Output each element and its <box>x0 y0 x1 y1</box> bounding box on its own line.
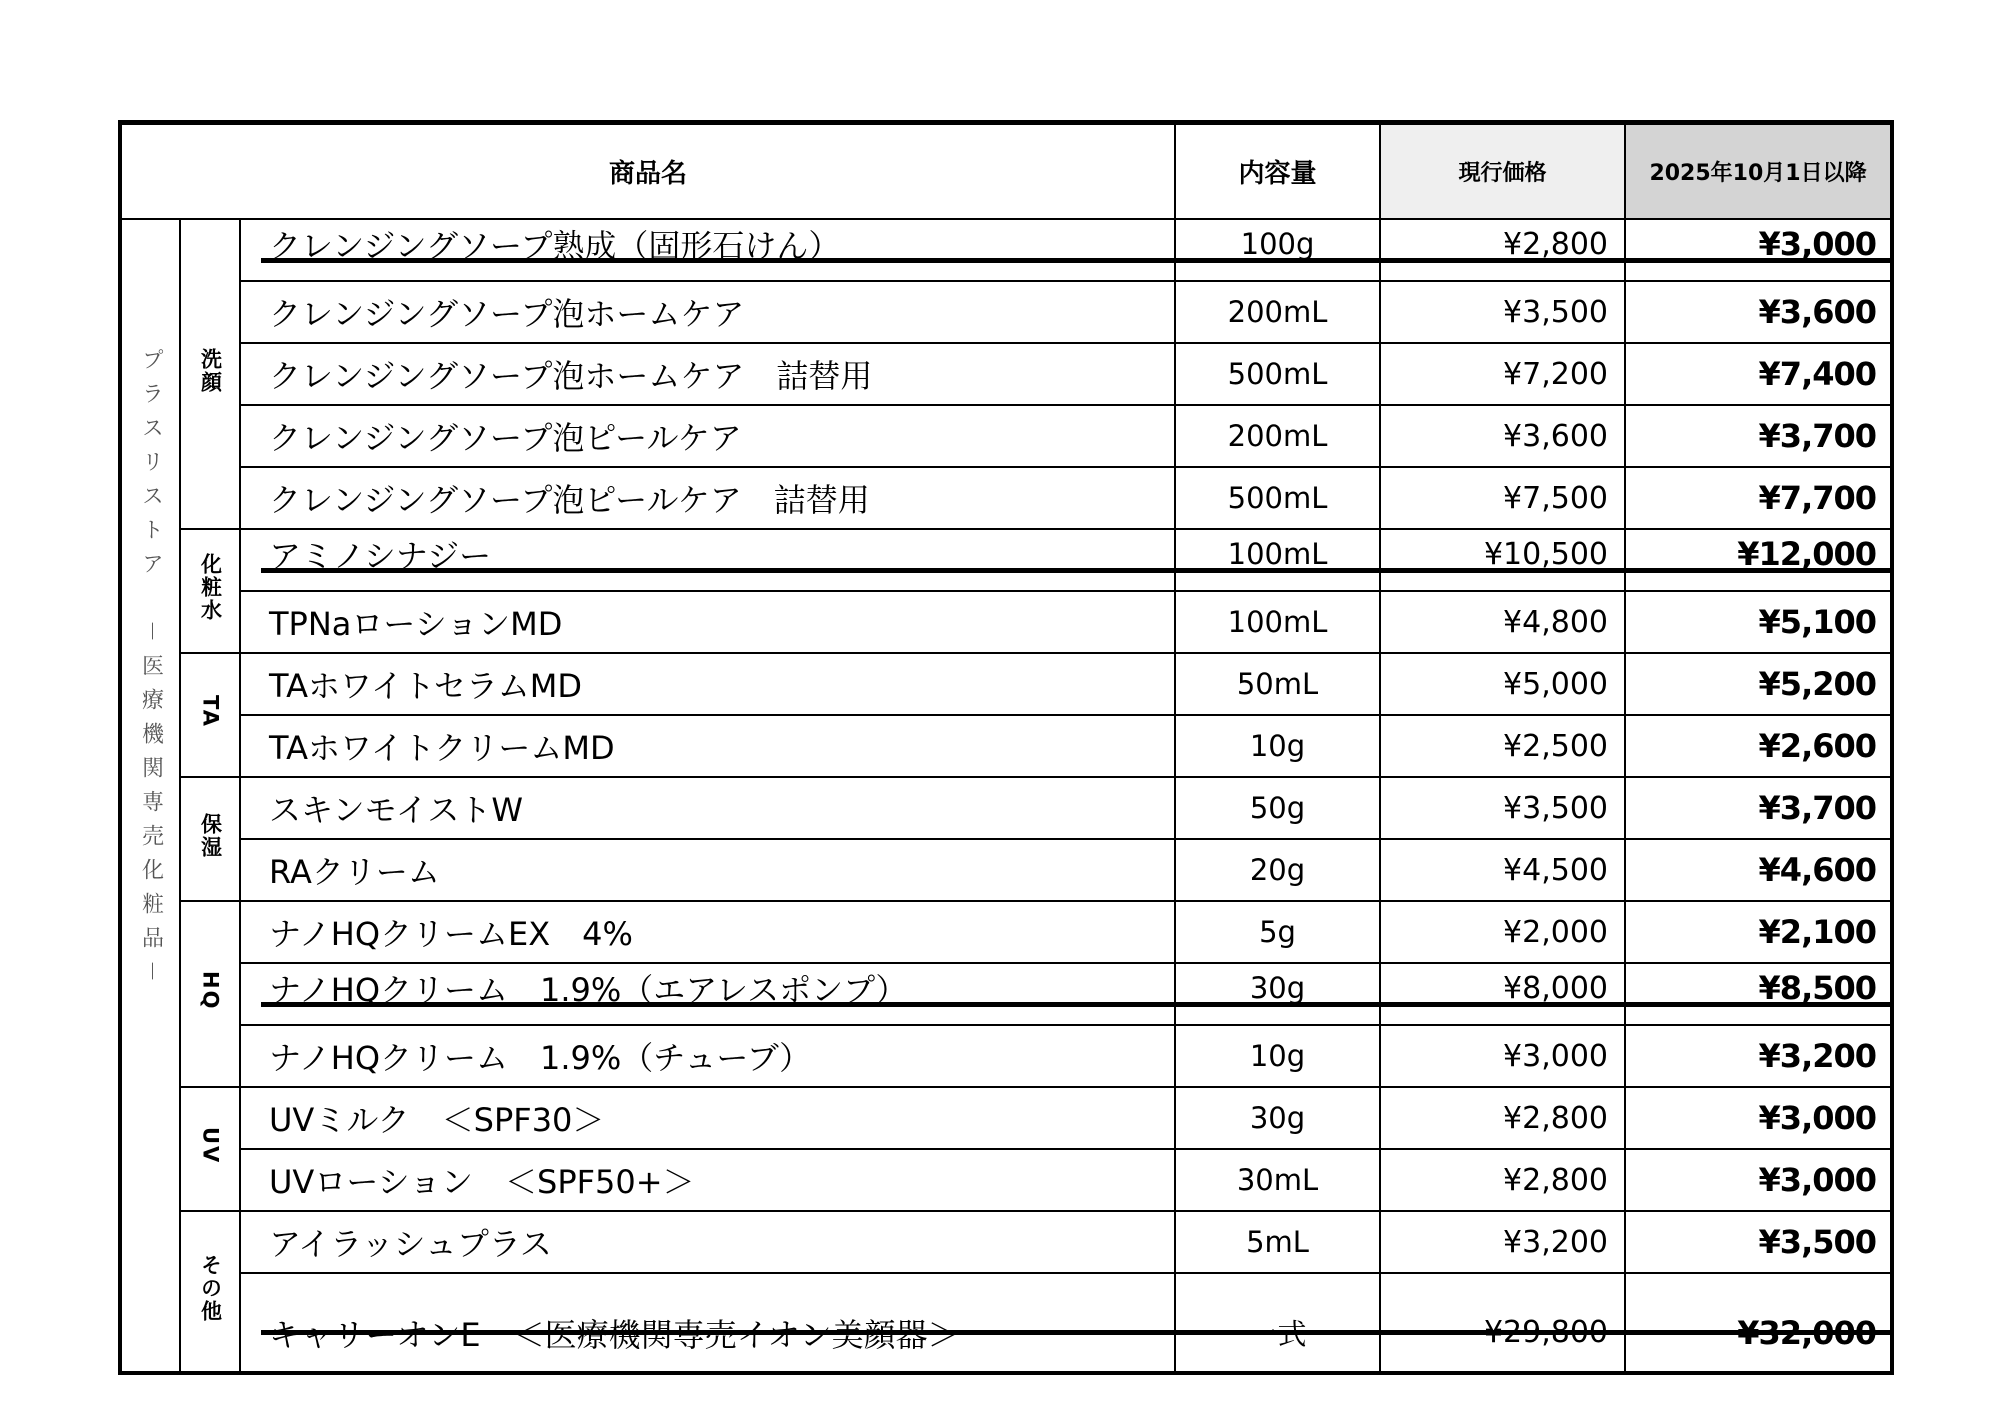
header-product-name: 商品名 <box>120 123 1175 220</box>
table-row <box>120 529 1892 591</box>
new-price: ¥2,100 <box>1625 901 1892 963</box>
current-price: ¥3,600 <box>1380 405 1625 467</box>
category-other: その他 <box>180 1211 240 1373</box>
product-size: 5g <box>1175 901 1380 963</box>
price-table <box>118 120 1894 1375</box>
new-price: ¥7,700 <box>1625 467 1892 529</box>
product-size: 一式 <box>1175 1273 1380 1373</box>
table-row <box>120 467 1892 529</box>
table-row <box>120 1087 1892 1149</box>
product-name: TAホワイトセラムMD <box>240 653 1175 715</box>
current-price: ¥3,500 <box>1380 281 1625 343</box>
product-name: キャリーオンE ＜医療機関専売イオン美顔器＞ <box>240 1273 1175 1373</box>
table-row <box>120 839 1892 901</box>
header-new-price: 2025年10月1日以降 <box>1625 123 1892 220</box>
current-price: ¥3,500 <box>1380 777 1625 839</box>
product-size: 100g <box>1175 219 1380 281</box>
new-price: ¥3,000 <box>1625 1087 1892 1149</box>
new-price: ¥3,000 <box>1625 219 1892 281</box>
table-row <box>120 653 1892 715</box>
table-row <box>120 591 1892 653</box>
product-name: クレンジングソープ泡ホームケア 詰替用 <box>240 343 1175 405</box>
table-row <box>120 281 1892 343</box>
current-price: ¥2,000 <box>1380 901 1625 963</box>
product-name: クレンジングソープ熟成（固形石けん） <box>240 219 1175 281</box>
current-price: ¥7,500 <box>1380 467 1625 529</box>
product-name: UVローション ＜SPF50+＞ <box>240 1149 1175 1211</box>
product-size: 10g <box>1175 1025 1380 1087</box>
table-row <box>120 1273 1892 1373</box>
new-price: ¥32,000 <box>1625 1273 1892 1373</box>
table-row <box>120 219 1892 281</box>
new-price: ¥3,200 <box>1625 1025 1892 1087</box>
product-name: クレンジングソープ泡ピールケア <box>240 405 1175 467</box>
new-price: ¥3,700 <box>1625 405 1892 467</box>
current-price: ¥3,000 <box>1380 1025 1625 1087</box>
new-price: ¥3,600 <box>1625 281 1892 343</box>
product-size: 30g <box>1175 963 1380 1025</box>
category-face-wash: 洗顔 <box>180 219 240 529</box>
product-size: 10g <box>1175 715 1380 777</box>
header-current-price: 現行価格 <box>1380 123 1625 220</box>
new-price: ¥3,700 <box>1625 777 1892 839</box>
current-price: ¥5,000 <box>1380 653 1625 715</box>
product-name: アミノシナジー <box>240 529 1175 591</box>
product-name: ナノHQクリームEX 4% <box>240 901 1175 963</box>
product-name: TPNaローションMD <box>240 591 1175 653</box>
category-hq: HQ <box>180 901 240 1087</box>
product-size: 100mL <box>1175 591 1380 653</box>
table-row <box>120 405 1892 467</box>
product-name: ナノHQクリーム 1.9%（エアレスポンプ） <box>240 963 1175 1025</box>
new-price: ¥7,400 <box>1625 343 1892 405</box>
product-size: 100mL <box>1175 529 1380 591</box>
product-size: 30mL <box>1175 1149 1380 1211</box>
product-name: スキンモイストW <box>240 777 1175 839</box>
new-price: ¥12,000 <box>1625 529 1892 591</box>
table-row <box>120 901 1892 963</box>
brand-group-label: プラスリストア －医療機関専売化粧品－ <box>120 219 180 1373</box>
current-price: ¥4,500 <box>1380 839 1625 901</box>
product-size: 30g <box>1175 1087 1380 1149</box>
category-moisture: 保湿 <box>180 777 240 901</box>
current-price: ¥10,500 <box>1380 529 1625 591</box>
new-price: ¥5,200 <box>1625 653 1892 715</box>
product-size: 20g <box>1175 839 1380 901</box>
new-price: ¥2,600 <box>1625 715 1892 777</box>
current-price: ¥29,800 <box>1380 1273 1625 1373</box>
category-uv: UV <box>180 1087 240 1211</box>
table-row <box>120 1149 1892 1211</box>
header-size: 内容量 <box>1175 123 1380 220</box>
current-price: ¥2,800 <box>1380 1087 1625 1149</box>
current-price: ¥3,200 <box>1380 1211 1625 1273</box>
table-row <box>120 1025 1892 1087</box>
category-lotion: 化粧水 <box>180 529 240 653</box>
new-price: ¥3,000 <box>1625 1149 1892 1211</box>
product-name: アイラッシュプラス <box>240 1211 1175 1273</box>
table-row <box>120 1211 1892 1273</box>
header-row <box>120 123 1892 220</box>
product-name: クレンジングソープ泡ホームケア <box>240 281 1175 343</box>
current-price: ¥2,500 <box>1380 715 1625 777</box>
current-price: ¥2,800 <box>1380 1149 1625 1211</box>
new-price: ¥3,500 <box>1625 1211 1892 1273</box>
product-size: 200mL <box>1175 405 1380 467</box>
new-price: ¥4,600 <box>1625 839 1892 901</box>
product-size: 500mL <box>1175 467 1380 529</box>
product-size: 500mL <box>1175 343 1380 405</box>
current-price: ¥8,000 <box>1380 963 1625 1025</box>
table-row <box>120 963 1892 1025</box>
table-row <box>120 715 1892 777</box>
new-price: ¥8,500 <box>1625 963 1892 1025</box>
product-name: クレンジングソープ泡ピールケア 詰替用 <box>240 467 1175 529</box>
category-ta: TA <box>180 653 240 777</box>
table-row <box>120 343 1892 405</box>
product-size: 200mL <box>1175 281 1380 343</box>
product-name: UVミルク ＜SPF30＞ <box>240 1087 1175 1149</box>
product-name: TAホワイトクリームMD <box>240 715 1175 777</box>
current-price: ¥2,800 <box>1380 219 1625 281</box>
product-name: RAクリーム <box>240 839 1175 901</box>
product-size: 50g <box>1175 777 1380 839</box>
product-name: ナノHQクリーム 1.9%（チューブ） <box>240 1025 1175 1087</box>
table-row <box>120 777 1892 839</box>
current-price: ¥7,200 <box>1380 343 1625 405</box>
new-price: ¥5,100 <box>1625 591 1892 653</box>
current-price: ¥4,800 <box>1380 591 1625 653</box>
product-size: 50mL <box>1175 653 1380 715</box>
product-size: 5mL <box>1175 1211 1380 1273</box>
